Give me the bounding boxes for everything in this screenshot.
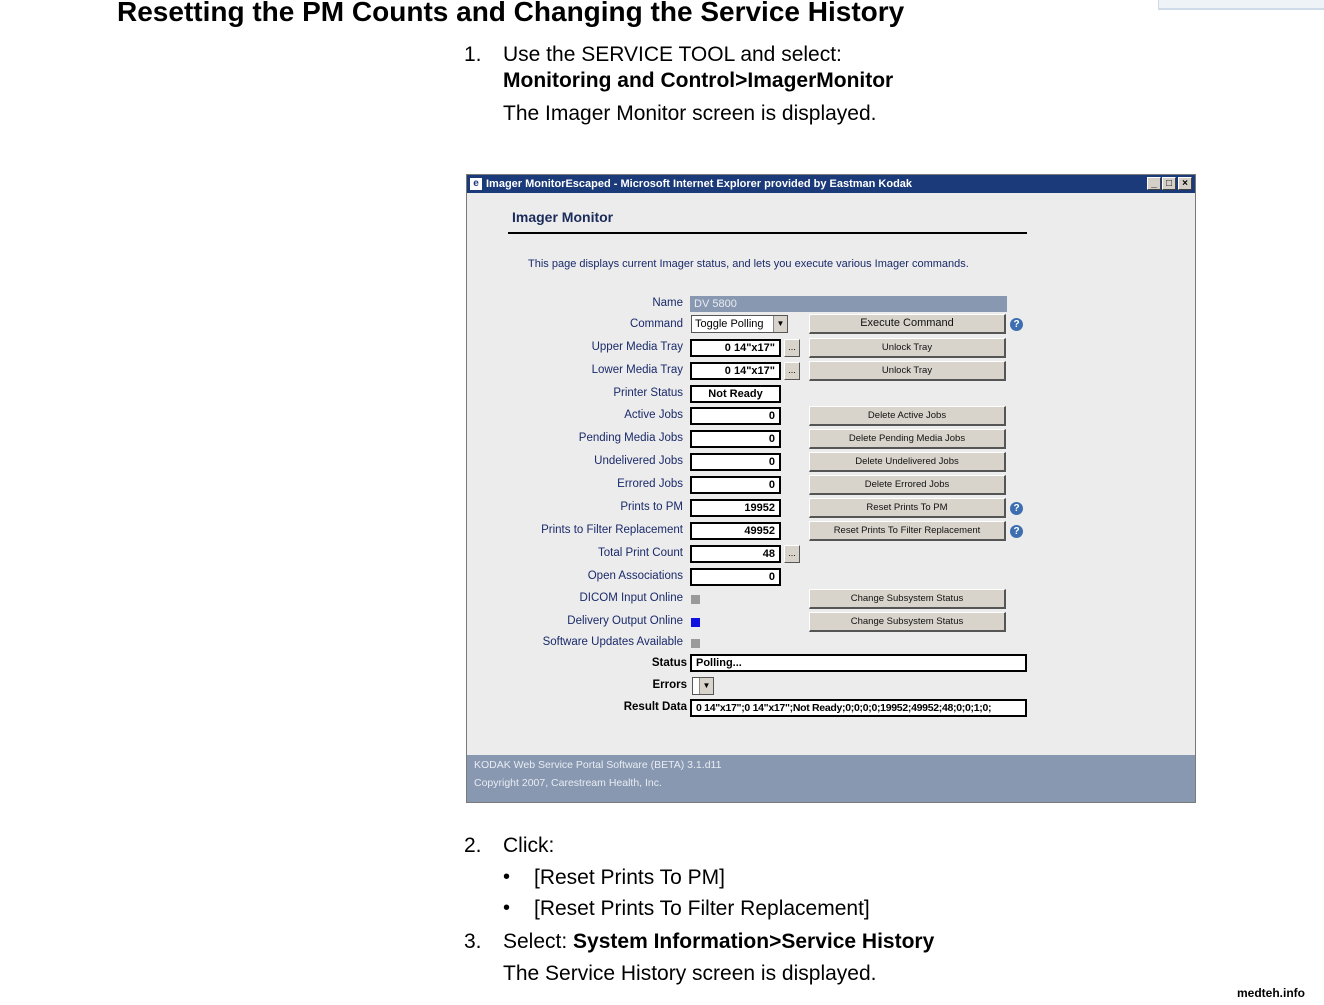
step-3-text	[503, 930, 934, 954]
step-2-number: 2.	[464, 834, 482, 857]
step-2-text: Click:	[503, 834, 555, 857]
lower-media-tray-label: Lower Media Tray	[591, 364, 683, 376]
printer-status-value: Not Ready	[690, 385, 781, 403]
prints-to-pm-label: Prints to PM	[620, 501, 683, 513]
upper-media-tray-value: 0 14"x17"	[690, 339, 781, 357]
chevron-down-icon[interactable]: ▼	[773, 316, 787, 332]
pending-media-jobs-value: 0	[690, 430, 781, 448]
page-heading: Resetting the PM Counts and Changing the Service History	[117, 0, 905, 27]
step-1-text: Use the SERVICE TOOL and select:	[503, 43, 842, 66]
imager-monitor-window	[466, 174, 1196, 803]
command-label: Command	[629, 318, 683, 330]
printer-status-label: Printer Status	[613, 387, 683, 399]
maximize-icon[interactable]: □	[1162, 177, 1176, 190]
upper-tray-details-button[interactable]: ...	[784, 339, 800, 357]
open-associations-value: 0	[690, 568, 781, 586]
errored-jobs-value: 0	[690, 476, 781, 494]
step-3-prefix: Select:	[503, 930, 574, 953]
step-1-result: The Imager Monitor screen is displayed.	[503, 102, 877, 125]
minimize-icon[interactable]: _	[1147, 177, 1161, 190]
active-jobs-label: Active Jobs	[624, 409, 683, 421]
footer-version: KODAK Web Service Portal Software (BETA) 3.1.d11	[474, 759, 722, 771]
command-select-value: Toggle Polling	[695, 318, 764, 330]
step-3-result: The Service History screen is displayed.	[503, 962, 877, 985]
unlock-lower-tray-button[interactable]: Unlock Tray	[809, 361, 1006, 381]
dicom-input-online-label: DICOM Input Online	[579, 592, 683, 604]
bullet-reset-prints-pm: [Reset Prints To PM]	[534, 866, 726, 889]
delivery-output-online-label: Delivery Output Online	[567, 615, 683, 627]
bullet-2-icon: •	[503, 897, 511, 919]
undelivered-jobs-label: Undelivered Jobs	[594, 455, 683, 467]
lower-tray-details-button[interactable]: ...	[784, 362, 800, 380]
dicom-status-indicator	[691, 595, 700, 604]
corner-tab	[1158, 0, 1324, 10]
status-field: Polling...	[690, 654, 1027, 672]
imager-monitor-title: Imager Monitor	[512, 209, 614, 225]
delivery-status-indicator	[691, 618, 700, 627]
command-select[interactable]	[691, 315, 788, 333]
total-print-count-value: 48	[690, 545, 781, 563]
reset-prints-to-pm-button[interactable]: Reset Prints To PM	[809, 498, 1006, 518]
undelivered-jobs-value: 0	[690, 453, 781, 471]
open-associations-label: Open Associations	[587, 570, 683, 582]
prints-to-filter-label: Prints to Filter Replacement	[541, 524, 683, 536]
delete-active-jobs-button[interactable]: Delete Active Jobs	[809, 406, 1006, 426]
errored-jobs-label: Errored Jobs	[617, 478, 683, 490]
step-1-menu-path: Monitoring and Control>ImagerMonitor	[503, 69, 894, 92]
active-jobs-value: 0	[690, 407, 781, 425]
step-3-menu-path: System Information>Service History	[573, 930, 935, 953]
close-icon[interactable]: ×	[1178, 177, 1192, 190]
execute-command-button[interactable]: Execute Command	[809, 314, 1006, 334]
unlock-upper-tray-button[interactable]: Unlock Tray	[809, 338, 1006, 358]
software-updates-label: Software Updates Available	[542, 636, 683, 648]
total-print-count-label: Total Print Count	[597, 547, 683, 559]
window-footer	[467, 755, 1195, 802]
name-label: Name	[652, 297, 683, 309]
errors-label: Errors	[652, 679, 687, 691]
result-data-label: Result Data	[623, 701, 687, 713]
lower-media-tray-value: 0 14"x17"	[690, 362, 781, 380]
help-icon[interactable]: ?	[1010, 525, 1023, 538]
errors-select[interactable]	[692, 677, 714, 695]
step-1-number: 1.	[464, 43, 482, 66]
prints-to-pm-value: 19952	[690, 499, 781, 517]
help-icon[interactable]: ?	[1010, 318, 1023, 331]
footer-copyright: Copyright 2007, Carestream Health, Inc.	[474, 777, 662, 789]
pending-media-jobs-label: Pending Media Jobs	[578, 432, 683, 444]
change-dicom-status-button[interactable]: Change Subsystem Status	[809, 589, 1006, 609]
prints-to-filter-value: 49952	[690, 522, 781, 540]
title-divider	[508, 232, 1027, 234]
window-titlebar	[467, 175, 1195, 193]
result-data-field: 0 14"x17";0 14"x17";Not Ready;0;0;0;0;19952;49952;48;0;0;1;0;	[690, 699, 1027, 717]
change-delivery-status-button[interactable]: Change Subsystem Status	[809, 612, 1006, 632]
page-description: This page displays current Imager status, and lets you execute various Imager commands.	[528, 258, 969, 270]
ie-icon: e	[470, 178, 482, 190]
window-title: Imager MonitorEscaped - Microsoft Internet Explorer provided by Eastman Kodak	[486, 178, 913, 190]
help-icon[interactable]: ?	[1010, 502, 1023, 515]
status-label: Status	[651, 657, 687, 669]
step-3-number: 3.	[464, 930, 482, 953]
delete-pending-media-jobs-button[interactable]: Delete Pending Media Jobs	[809, 429, 1006, 449]
watermark: medteh.info	[1237, 986, 1305, 1000]
reset-prints-to-filter-button[interactable]: Reset Prints To Filter Replacement	[809, 521, 1006, 541]
software-updates-indicator	[691, 639, 700, 648]
delete-undelivered-jobs-button[interactable]: Delete Undelivered Jobs	[809, 452, 1006, 472]
name-value: DV 5800	[690, 296, 1007, 312]
bullet-reset-prints-filter: [Reset Prints To Filter Replacement]	[534, 897, 870, 920]
bullet-1-icon: •	[503, 866, 511, 888]
print-count-details-button[interactable]: ...	[784, 545, 800, 563]
delete-errored-jobs-button[interactable]: Delete Errored Jobs	[809, 475, 1006, 495]
upper-media-tray-label: Upper Media Tray	[591, 341, 683, 353]
chevron-down-icon[interactable]: ▼	[699, 678, 713, 694]
